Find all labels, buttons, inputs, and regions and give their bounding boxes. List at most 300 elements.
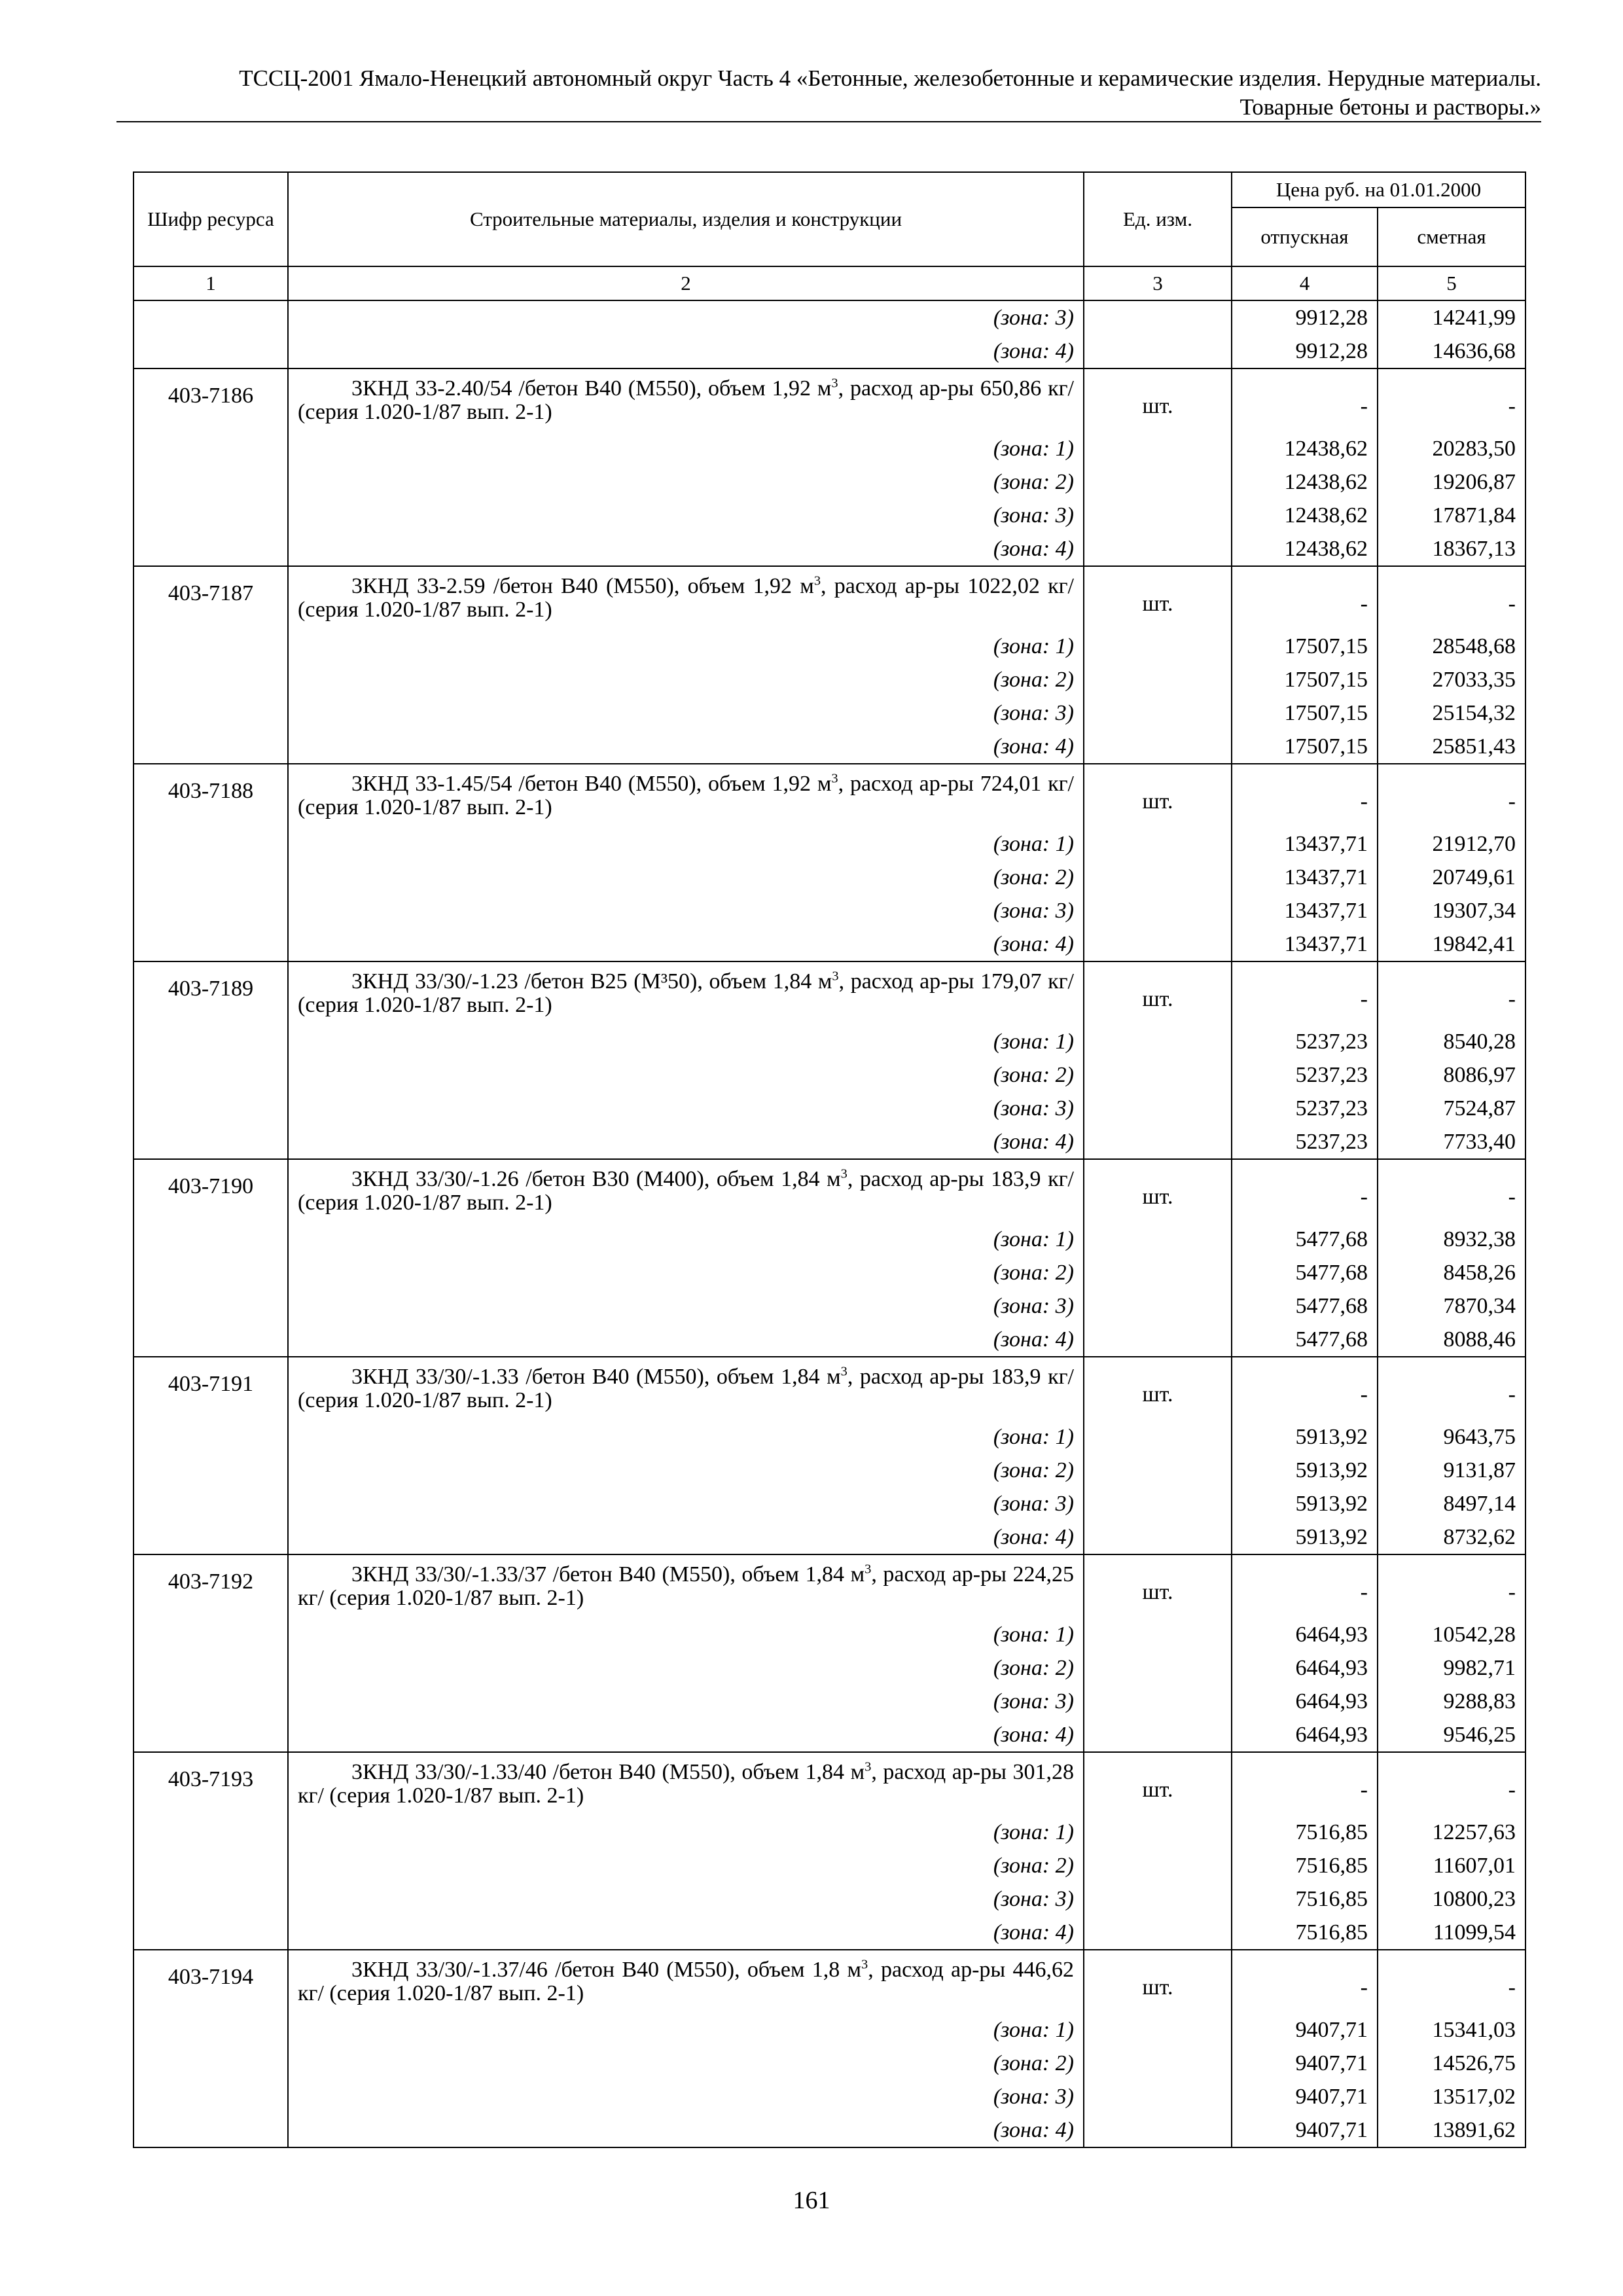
unit-exponent: 3 (861, 1957, 868, 1972)
estimate-price: 21912,70 (1378, 827, 1525, 861)
material-description (288, 368, 1084, 432)
description-text: , расход ар-ры 224,25 кг/ (серия 1.020-1/87 вып. 2-1) (298, 1562, 1075, 1610)
release-price: 9912,28 (1232, 334, 1378, 368)
table-row (134, 1849, 1525, 1882)
zone-label: (зона: 4) (288, 730, 1084, 764)
empty-cell (134, 1289, 288, 1323)
zone-label: (зона: 1) (288, 1420, 1084, 1454)
zone-label: (зона: 3) (288, 696, 1084, 730)
empty-cell (1084, 696, 1232, 730)
release-price: 6464,93 (1232, 1685, 1378, 1718)
empty-cell (1084, 663, 1232, 696)
description-text: 3КНД 33/30/-1.37/46 /бетон В40 (М550), объем 1,8 м (351, 1958, 862, 1982)
empty-cell (1084, 2013, 1232, 2047)
zone-label: (зона: 1) (288, 1223, 1084, 1256)
release-price: 6464,93 (1232, 1718, 1378, 1752)
empty-cell (134, 1058, 288, 1092)
empty-cell (1084, 432, 1232, 465)
release-price: - (1232, 764, 1378, 827)
estimate-price: 20283,50 (1378, 432, 1525, 465)
estimate-price: 11099,54 (1378, 1916, 1525, 1950)
unit-exponent: 3 (840, 1364, 847, 1379)
estimate-price: - (1378, 764, 1525, 827)
table-row (134, 961, 1525, 1025)
empty-cell (1084, 1849, 1232, 1882)
empty-cell (134, 1651, 288, 1685)
release-price: 12438,62 (1232, 432, 1378, 465)
release-price: 9912,28 (1232, 300, 1378, 334)
col-header-price: Цена руб. на 01.01.2000 (1232, 172, 1525, 207)
release-price: 5477,68 (1232, 1256, 1378, 1289)
empty-cell (1084, 1487, 1232, 1520)
page-header (116, 64, 1541, 122)
estimate-price: 8932,38 (1378, 1223, 1525, 1256)
col-header-name: Строительные материалы, изделия и конструкции (288, 172, 1084, 266)
zone-label: (зона: 2) (288, 2047, 1084, 2080)
estimate-price: 8086,97 (1378, 1058, 1525, 1092)
zone-label: (зона: 3) (288, 894, 1084, 927)
release-price: 12438,62 (1232, 499, 1378, 532)
estimate-price: 27033,35 (1378, 663, 1525, 696)
price-table (133, 171, 1526, 2148)
estimate-price: 10800,23 (1378, 1882, 1525, 1916)
unit: шт. (1084, 1554, 1232, 1618)
empty-cell (134, 2047, 288, 2080)
zone-label: (зона: 2) (288, 861, 1084, 894)
empty-cell (1084, 1223, 1232, 1256)
empty-cell (134, 2013, 288, 2047)
empty-cell (1084, 827, 1232, 861)
table-row (134, 1916, 1525, 1950)
description-text: , расход ар-ры 650,86 кг/ (серия 1.020-1/87 вып. 2-1) (298, 376, 1074, 424)
table-row (134, 927, 1525, 961)
empty-cell (1084, 1256, 1232, 1289)
description-text: 3КНД 33/30/-1.26 /бетон В30 (М400), объем 1,84 м (351, 1167, 841, 1191)
release-price: 12438,62 (1232, 465, 1378, 499)
estimate-price: 9546,25 (1378, 1718, 1525, 1752)
estimate-price: - (1378, 368, 1525, 432)
table-row (134, 2047, 1525, 2080)
zone-label: (зона: 2) (288, 1651, 1084, 1685)
empty-cell (1084, 861, 1232, 894)
empty-cell (134, 1882, 288, 1916)
release-price: 13437,71 (1232, 927, 1378, 961)
empty-cell (1084, 499, 1232, 532)
table-row (134, 1950, 1525, 2013)
empty-cell (1084, 1816, 1232, 1849)
table-row (134, 1454, 1525, 1487)
empty-cell (134, 2113, 288, 2147)
release-price: - (1232, 1554, 1378, 1618)
release-price: 17507,15 (1232, 663, 1378, 696)
table-row (134, 764, 1525, 827)
zone-label: (зона: 2) (288, 1256, 1084, 1289)
estimate-price: - (1378, 1159, 1525, 1223)
table-row (134, 334, 1525, 368)
table-row (134, 1159, 1525, 1223)
table-row (134, 1223, 1525, 1256)
empty-cell (1084, 532, 1232, 566)
release-price: 5237,23 (1232, 1058, 1378, 1092)
material-description (288, 1554, 1084, 1618)
release-price: 5913,92 (1232, 1520, 1378, 1554)
release-price: 9407,71 (1232, 2047, 1378, 2080)
release-price: 6464,93 (1232, 1651, 1378, 1685)
zone-label: (зона: 3) (288, 499, 1084, 532)
table-row (134, 1487, 1525, 1520)
col-header-release: отпускная (1232, 207, 1378, 266)
empty-cell (134, 465, 288, 499)
estimate-price: 10542,28 (1378, 1618, 1525, 1651)
description-text: , расход ар-ры 179,07 кг/ (серия 1.020-1/87 вып. 2-1) (298, 969, 1074, 1017)
estimate-price: - (1378, 1752, 1525, 1816)
table-row (134, 1420, 1525, 1454)
release-price: 13437,71 (1232, 827, 1378, 861)
empty-cell (1084, 1092, 1232, 1125)
page-number: 161 (793, 2187, 830, 2214)
unit: шт. (1084, 1159, 1232, 1223)
col-header-unit: Ед. изм. (1084, 172, 1232, 266)
empty-cell (1084, 1685, 1232, 1718)
release-price: 5237,23 (1232, 1092, 1378, 1125)
table-row (134, 630, 1525, 663)
zone-label: (зона: 3) (288, 1882, 1084, 1916)
zone-label: (зона: 4) (288, 2113, 1084, 2147)
empty-cell (1084, 1323, 1232, 1357)
release-price: - (1232, 1159, 1378, 1223)
release-price: 5237,23 (1232, 1025, 1378, 1058)
empty-cell (134, 1420, 288, 1454)
header-line-1: ТССЦ-2001 Ямало-Ненецкий автономный округ Часть 4 «Бетонные, железобетонные и керамические изделия. Нерудные материалы. (239, 65, 1541, 91)
zone-label: (зона: 1) (288, 1025, 1084, 1058)
empty-cell (1084, 1618, 1232, 1651)
estimate-price: 18367,13 (1378, 532, 1525, 566)
release-price: 7516,85 (1232, 1849, 1378, 1882)
zone-label: (зона: 4) (288, 1125, 1084, 1159)
table-row (134, 432, 1525, 465)
release-price: 13437,71 (1232, 861, 1378, 894)
table-row (134, 1752, 1525, 1816)
estimate-price: 25154,32 (1378, 696, 1525, 730)
zone-label: (зона: 4) (288, 334, 1084, 368)
col-number: 5 (1378, 266, 1525, 300)
header-line-2: Товарные бетоны и растворы.» (1240, 94, 1541, 120)
empty-cell (1084, 465, 1232, 499)
release-price: 17507,15 (1232, 696, 1378, 730)
description-text: 3КНД 33/30/-1.23 /бетон В25 (М³50), объем 1,84 м (351, 969, 832, 994)
table-row (134, 1520, 1525, 1554)
zone-label: (зона: 4) (288, 1323, 1084, 1357)
col-number: 1 (134, 266, 288, 300)
material-description (288, 1950, 1084, 2013)
empty-cell (134, 1718, 288, 1752)
table-row (134, 861, 1525, 894)
release-price: 9407,71 (1232, 2013, 1378, 2047)
empty-cell (134, 1025, 288, 1058)
estimate-price: 13891,62 (1378, 2113, 1525, 2147)
empty-cell (134, 1256, 288, 1289)
zone-label: (зона: 1) (288, 1618, 1084, 1651)
resource-code: 403-7191 (134, 1357, 288, 1420)
empty-cell (134, 663, 288, 696)
description-text: , расход ар-ры 724,01 кг/ (серия 1.020-1/87 вып. 2-1) (298, 772, 1074, 819)
empty-cell (134, 1223, 288, 1256)
description-text: 3КНД 33/30/-1.33 /бетон В40 (М550), объем 1,84 м (351, 1365, 841, 1389)
description-text: , расход ар-ры 183,9 кг/ (серия 1.020-1/87 вып. 2-1) (298, 1167, 1074, 1215)
table-row (134, 696, 1525, 730)
unit: шт. (1084, 764, 1232, 827)
zone-label: (зона: 2) (288, 1849, 1084, 1882)
zone-label: (зона: 4) (288, 532, 1084, 566)
col-number: 3 (1084, 266, 1232, 300)
estimate-price: 7733,40 (1378, 1125, 1525, 1159)
estimate-price: 8732,62 (1378, 1520, 1525, 1554)
table-row (134, 1685, 1525, 1718)
description-text: , расход ар-ры 446,62 кг/ (серия 1.020-1/87 вып. 2-1) (298, 1958, 1074, 2005)
resource-code: 403-7190 (134, 1159, 288, 1223)
empty-cell (134, 927, 288, 961)
material-description (288, 1159, 1084, 1223)
estimate-price: 9131,87 (1378, 1454, 1525, 1487)
resource-code: 403-7187 (134, 566, 288, 630)
release-price: 5913,92 (1232, 1420, 1378, 1454)
empty-cell (134, 1618, 288, 1651)
empty-cell (134, 696, 288, 730)
release-price: 5237,23 (1232, 1125, 1378, 1159)
release-price: 5477,68 (1232, 1323, 1378, 1357)
empty-cell (1084, 2113, 1232, 2147)
zone-label: (зона: 1) (288, 432, 1084, 465)
material-description (288, 961, 1084, 1025)
estimate-price: 14241,99 (1378, 300, 1525, 334)
col-header-estimate: сметная (1378, 207, 1525, 266)
resource-code: 403-7186 (134, 368, 288, 432)
table-row (134, 1256, 1525, 1289)
zone-label: (зона: 2) (288, 465, 1084, 499)
table-row (134, 1323, 1525, 1357)
resource-code: 403-7194 (134, 1950, 288, 2013)
zone-label: (зона: 4) (288, 1718, 1084, 1752)
empty-cell (1084, 1058, 1232, 1092)
unit: шт. (1084, 1357, 1232, 1420)
zone-label: (зона: 2) (288, 1058, 1084, 1092)
zone-label: (зона: 1) (288, 827, 1084, 861)
zone-label: (зона: 2) (288, 663, 1084, 696)
release-price: 6464,93 (1232, 1618, 1378, 1651)
table-row (134, 1289, 1525, 1323)
table-row (134, 1554, 1525, 1618)
zone-label: (зона: 3) (288, 2080, 1084, 2113)
unit-exponent: 3 (840, 1166, 847, 1181)
table-row (134, 2080, 1525, 2113)
table-row (134, 1125, 1525, 1159)
empty-cell (134, 1685, 288, 1718)
estimate-price: - (1378, 1357, 1525, 1420)
empty-cell (134, 730, 288, 764)
resource-code: 403-7192 (134, 1554, 288, 1618)
description-text: , расход ар-ры 1022,02 кг/ (серия 1.020-1/87 вып. 2-1) (298, 574, 1074, 622)
release-price: - (1232, 1950, 1378, 2013)
empty-cell (134, 1323, 288, 1357)
table-row (134, 730, 1525, 764)
resource-code: 403-7189 (134, 961, 288, 1025)
release-price: 7516,85 (1232, 1882, 1378, 1916)
empty-cell (1084, 1520, 1232, 1554)
unit: шт. (1084, 566, 1232, 630)
estimate-price: 8088,46 (1378, 1323, 1525, 1357)
estimate-price: - (1378, 961, 1525, 1025)
description-text: 3КНД 33/30/-1.33/40 /бетон В40 (М550), объем 1,84 м (351, 1760, 865, 1784)
table-row (134, 1651, 1525, 1685)
release-price: 7516,85 (1232, 1916, 1378, 1950)
empty-cell (1084, 927, 1232, 961)
empty-cell (1084, 2047, 1232, 2080)
zone-label: (зона: 1) (288, 630, 1084, 663)
estimate-price: 11607,01 (1378, 1849, 1525, 1882)
table-row (134, 663, 1525, 696)
release-price: 9407,71 (1232, 2113, 1378, 2147)
release-price: 13437,71 (1232, 894, 1378, 927)
zone-label: (зона: 3) (288, 300, 1084, 334)
empty-cell (134, 894, 288, 927)
col-header-code: Шифр ресурса (134, 172, 288, 266)
estimate-price: 9982,71 (1378, 1651, 1525, 1685)
zone-label: (зона: 3) (288, 1685, 1084, 1718)
empty-cell (134, 1487, 288, 1520)
estimate-price: 15341,03 (1378, 2013, 1525, 2047)
empty-cell (134, 1849, 288, 1882)
release-price: - (1232, 961, 1378, 1025)
empty-cell (134, 827, 288, 861)
estimate-price: 25851,43 (1378, 730, 1525, 764)
zone-label: (зона: 3) (288, 1487, 1084, 1520)
release-price: 5477,68 (1232, 1289, 1378, 1323)
col-number: 2 (288, 266, 1084, 300)
unit-exponent: 3 (865, 1562, 872, 1577)
table-row (134, 1357, 1525, 1420)
empty-cell (1084, 894, 1232, 927)
resource-code: 403-7188 (134, 764, 288, 827)
unit-exponent: 3 (813, 573, 821, 588)
unit: шт. (1084, 961, 1232, 1025)
empty-cell (1084, 1454, 1232, 1487)
table-row (134, 827, 1525, 861)
estimate-price: 7870,34 (1378, 1289, 1525, 1323)
material-description (288, 566, 1084, 630)
estimate-price: - (1378, 1950, 1525, 2013)
table-row (134, 499, 1525, 532)
unit-exponent: 3 (831, 376, 838, 391)
empty-cell (134, 1092, 288, 1125)
release-price: 17507,15 (1232, 730, 1378, 764)
empty-cell (1084, 1289, 1232, 1323)
zone-label: (зона: 4) (288, 1916, 1084, 1950)
estimate-price: 9643,75 (1378, 1420, 1525, 1454)
release-price: - (1232, 1752, 1378, 1816)
description-text: 3КНД 33/30/-1.33/37 /бетон В40 (М550), объем 1,84 м (351, 1562, 865, 1587)
empty-cell (134, 532, 288, 566)
table-row (134, 894, 1525, 927)
resource-code: 403-7193 (134, 1752, 288, 1816)
empty-cell (134, 2080, 288, 2113)
estimate-price: 19206,87 (1378, 465, 1525, 499)
table-row (134, 1882, 1525, 1916)
unit: шт. (1084, 1950, 1232, 2013)
estimate-price: 9288,83 (1378, 1685, 1525, 1718)
table-row (134, 1816, 1525, 1849)
release-price: 5477,68 (1232, 1223, 1378, 1256)
empty-cell (1084, 630, 1232, 663)
estimate-price: 12257,63 (1378, 1816, 1525, 1849)
table-row (134, 1058, 1525, 1092)
empty-cell (134, 1454, 288, 1487)
description-text: , расход ар-ры 183,9 кг/ (серия 1.020-1/87 вып. 2-1) (298, 1365, 1074, 1412)
empty-cell (1084, 1718, 1232, 1752)
empty-cell (134, 861, 288, 894)
empty-cell (134, 1125, 288, 1159)
empty-cell (1084, 1916, 1232, 1950)
estimate-price: 7524,87 (1378, 1092, 1525, 1125)
empty-cell (1084, 1882, 1232, 1916)
table-row (134, 1025, 1525, 1058)
release-price: - (1232, 566, 1378, 630)
table-row (134, 1718, 1525, 1752)
description-text: 3КНД 33-1.45/54 /бетон В40 (М550), объем 1,92 м (351, 772, 832, 796)
estimate-price: 8458,26 (1378, 1256, 1525, 1289)
table-row (134, 2013, 1525, 2047)
unit-exponent: 3 (831, 771, 838, 786)
release-price: 5913,92 (1232, 1454, 1378, 1487)
table-row (134, 368, 1525, 432)
table-row (134, 300, 1525, 334)
empty-cell (1084, 1025, 1232, 1058)
description-text: 3КНД 33-2.59 /бетон В40 (М550), объем 1,92 м (351, 574, 814, 598)
empty-cell (1084, 730, 1232, 764)
estimate-price: 28548,68 (1378, 630, 1525, 663)
unit-exponent: 3 (832, 969, 839, 984)
col-number: 4 (1232, 266, 1378, 300)
release-price: 7516,85 (1232, 1816, 1378, 1849)
table-row (134, 1618, 1525, 1651)
material-description (288, 1357, 1084, 1420)
estimate-price: 14636,68 (1378, 334, 1525, 368)
empty-cell (134, 630, 288, 663)
zone-label: (зона: 3) (288, 1092, 1084, 1125)
header-rule (116, 121, 1541, 122)
estimate-price: 19842,41 (1378, 927, 1525, 961)
zone-label: (зона: 2) (288, 1454, 1084, 1487)
unit: шт. (1084, 1752, 1232, 1816)
empty-cell (134, 1916, 288, 1950)
empty-cell (134, 1816, 288, 1849)
unit-exponent: 3 (865, 1759, 872, 1774)
table-row (134, 1092, 1525, 1125)
table-row (134, 2113, 1525, 2147)
empty-cell (134, 1520, 288, 1554)
description-text: 3КНД 33-2.40/54 /бетон В40 (М550), объем 1,92 м (351, 376, 832, 401)
estimate-price: 19307,34 (1378, 894, 1525, 927)
material-description (288, 764, 1084, 827)
empty-cell (1084, 2080, 1232, 2113)
release-price: 17507,15 (1232, 630, 1378, 663)
estimate-price: 8540,28 (1378, 1025, 1525, 1058)
release-price: 9407,71 (1232, 2080, 1378, 2113)
zone-label: (зона: 4) (288, 1520, 1084, 1554)
release-price: 12438,62 (1232, 532, 1378, 566)
estimate-price: 17871,84 (1378, 499, 1525, 532)
table-row (134, 532, 1525, 566)
empty-cell (134, 499, 288, 532)
